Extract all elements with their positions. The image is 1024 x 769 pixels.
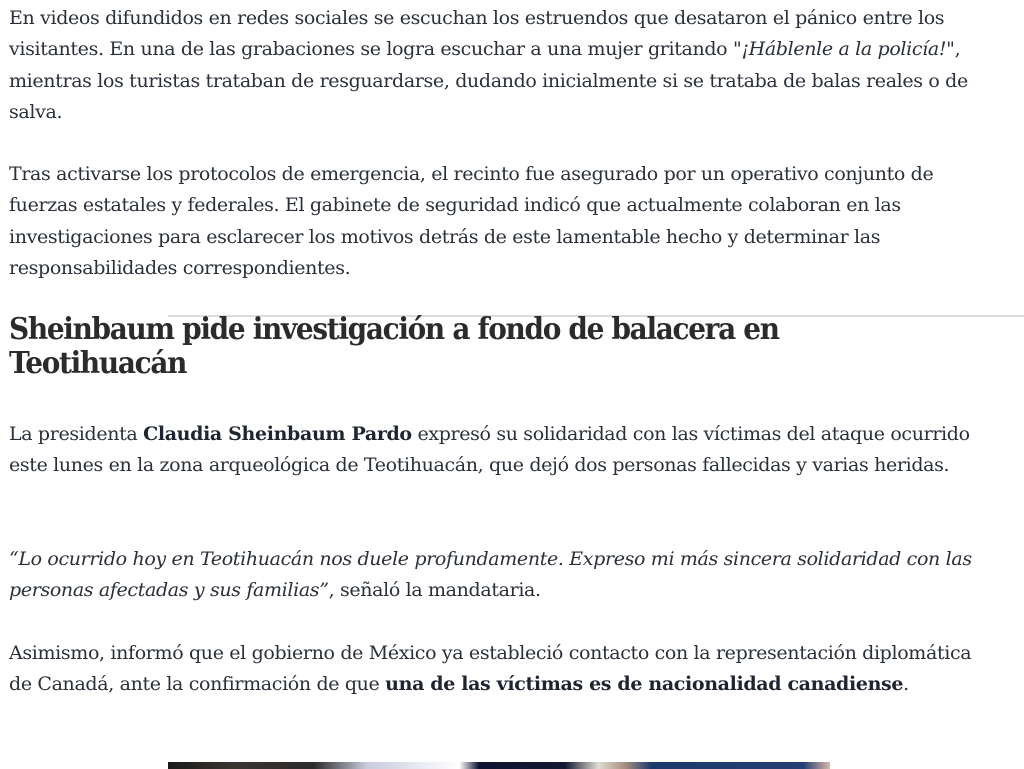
article-paragraph <box>9 544 999 607</box>
bold-emphasis: una de las víctimas es de nacionalidad canadiense <box>385 673 904 696</box>
paragraph-text: , mientras los turistas trataban de resguardarse, dudando inicialmente si se trataba de balas reales o de salva. <box>9 38 968 123</box>
italic-quote: "¡Háblenle a la policía!" <box>732 38 955 61</box>
section-heading: Sheinbaum pide investigación a fondo de balacera en Teotihuacán <box>9 312 779 381</box>
article-paragraph <box>9 638 999 701</box>
article-paragraph: Tras activarse los protocolos de emergencia, el recinto fue asegurado por un operativo conjunto de fuerzas estatales y federales. El gabinete de seguridad indicó que actualmente colaboran en las investigaciones para esclarecer los motivos detrás de este lamentable hecho y determinar las responsabilidades correspondientes. <box>9 163 934 279</box>
article-paragraph <box>9 419 999 482</box>
bold-name: Claudia Sheinbaum Pardo <box>143 423 412 445</box>
paragraph-text: expresó su solidaridad con las víctimas del ataque ocurrido este lunes en la zona arqueológica de Teotihuacán, que dejó dos personas fallecidas y varias heridas. <box>9 423 970 477</box>
italic-quote: “Lo ocurrido hoy en Teotihuacán nos duele profundamente. Expreso mi más sincera solidaridad con las personas afectadas y sus familias” <box>9 548 972 602</box>
paragraph-text: La presidenta <box>9 423 144 445</box>
paragraph-text: Asimismo, informó que el gobierno de México ya estableció contacto con la representación diplomática de Canadá, ante la confirmación de que <box>9 642 972 696</box>
article-photo <box>168 762 830 769</box>
paragraph-text: , señaló la mandataria. <box>328 579 541 602</box>
article-paragraph <box>9 3 999 128</box>
paragraph-text: . <box>903 673 909 696</box>
paragraph-text: En videos difundidos en redes sociales se escuchan los estruendos que desataron el pánico entre los visitantes. En una de las grabaciones se logra escuchar a una mujer gritando <box>9 7 945 61</box>
